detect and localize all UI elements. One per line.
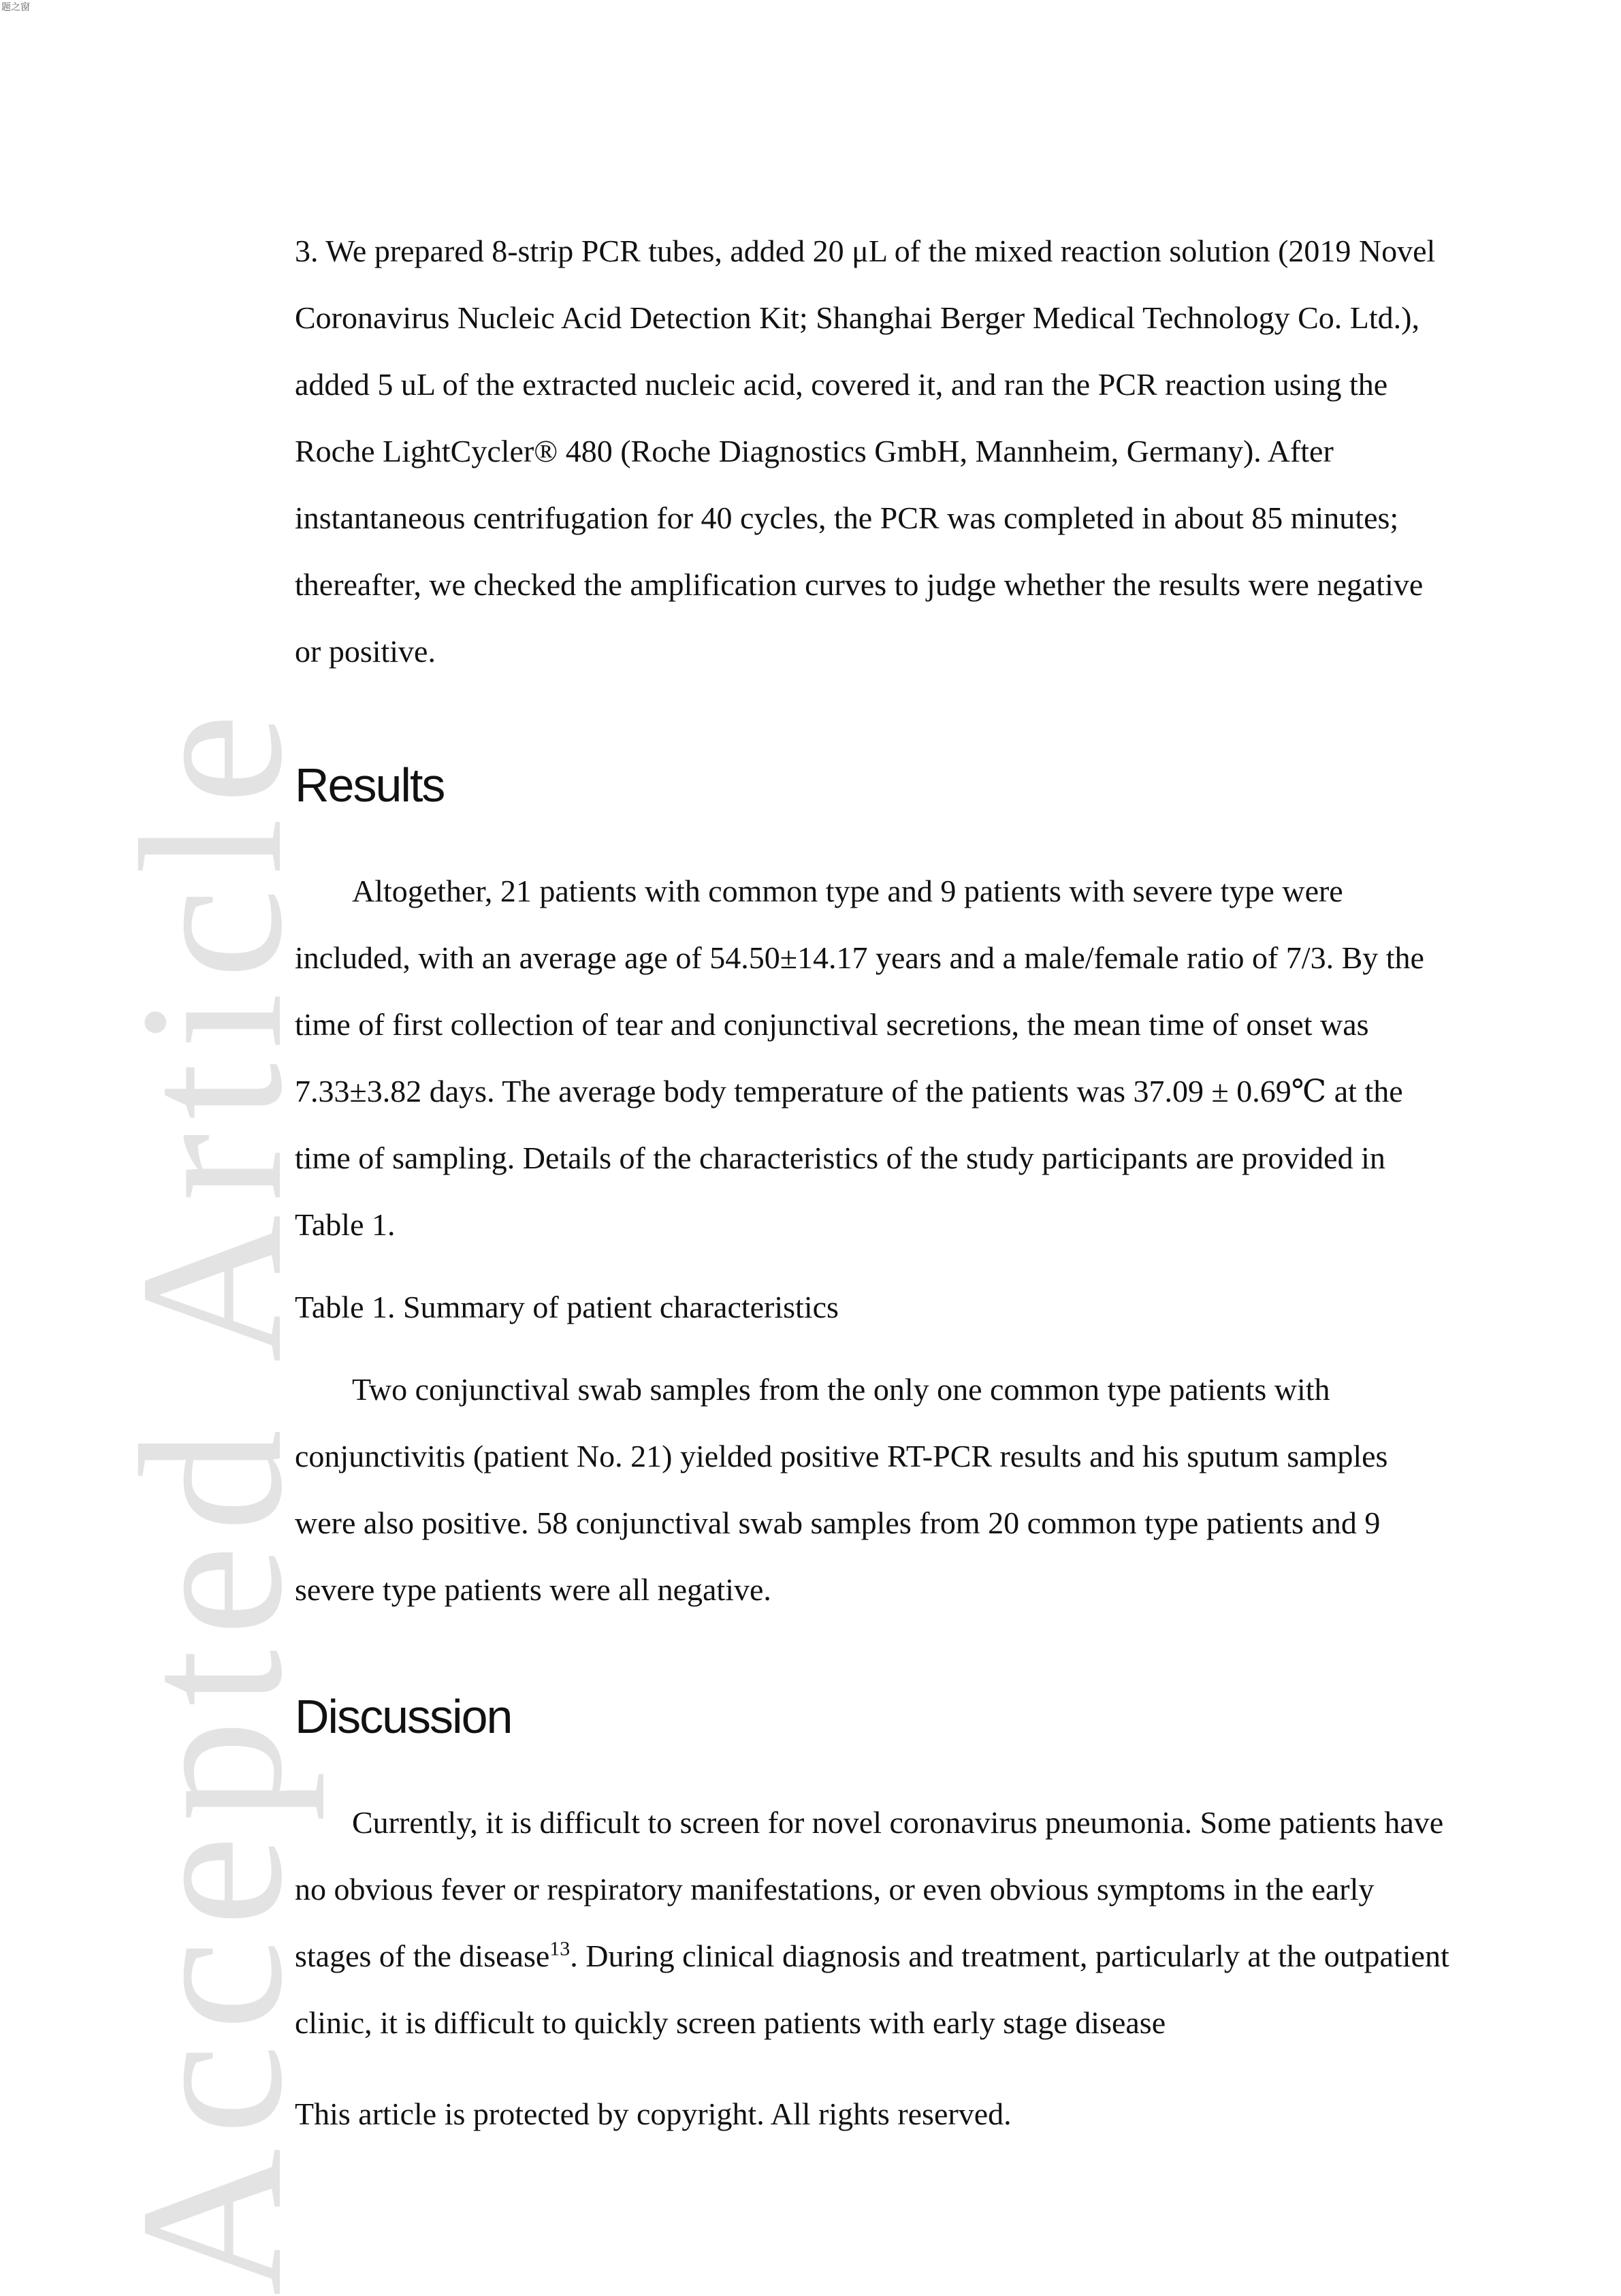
discussion-heading: Discussion <box>295 1690 512 1743</box>
results-paragraph-1: Altogether, 21 patients with common type and 9 patients with severe type were included, with an average age of 54.50±14.17 years and a male/female ratio of 7/3. By the time of first collection of tear and conjunctival secretions, the mean time of onset was 7.33±3.82 days. The average body temperature of the patients was 37.09 ± 0.69℃ at the time of sampling. Details of the characteristics of the study participants are provided in Table 1. <box>295 874 1424 1242</box>
results-heading: Results <box>295 759 445 812</box>
results-paragraph-2: Two conjunctival swab samples from the only one common type patients with conjunctivitis (patient No. 21) yielded positive RT-PCR results and his sputum samples were also positive. 58 conjunctival swab samples from 20 common type patients and 9 severe type patients were all negative. <box>295 1372 1388 1607</box>
citation-superscript: 13 <box>549 1937 571 1960</box>
copyright-footer: This article is protected by copyright. All rights reserved. <box>295 2096 1012 2131</box>
article-content <box>295 218 1452 2056</box>
discussion-text-part-1: Currently, it is difficult to screen for novel coronavirus pneumonia. Some patients have no obvious fever or respiratory manifestations, or even obvious symptoms in the early stages of the disease <box>295 1805 1444 1973</box>
accepted-article-watermark: Accepted Article <box>98 700 324 2296</box>
table-1-caption: Table 1. Summary of patient characteristics <box>295 1290 839 1324</box>
corner-mark: 题之窗 <box>1 2 30 13</box>
discussion-paragraph <box>295 1789 1452 2056</box>
discussion-text-part-2: . During clinical diagnosis and treatment, particularly at the outpatient clinic, it is difficult to quickly screen patients with early stage disease <box>295 1939 1449 2040</box>
method-step-3: 3. We prepared 8-strip PCR tubes, added 20 μL of the mixed reaction solution (2019 Novel Coronavirus Nucleic Acid Detection Kit; Shanghai Berger Medical Technology Co. Ltd.), added 5 uL of the extracted nucleic acid, covered it, and ran the PCR reaction using the Roche LightCycler® 480 (Roche Diagnostics GmbH, Mannheim, Germany). After instantaneous centrifugation for 40 cycles, the PCR was completed in about 85 minutes; thereafter, we checked the amplification curves to judge whether the results were negative or positive. <box>295 234 1436 669</box>
